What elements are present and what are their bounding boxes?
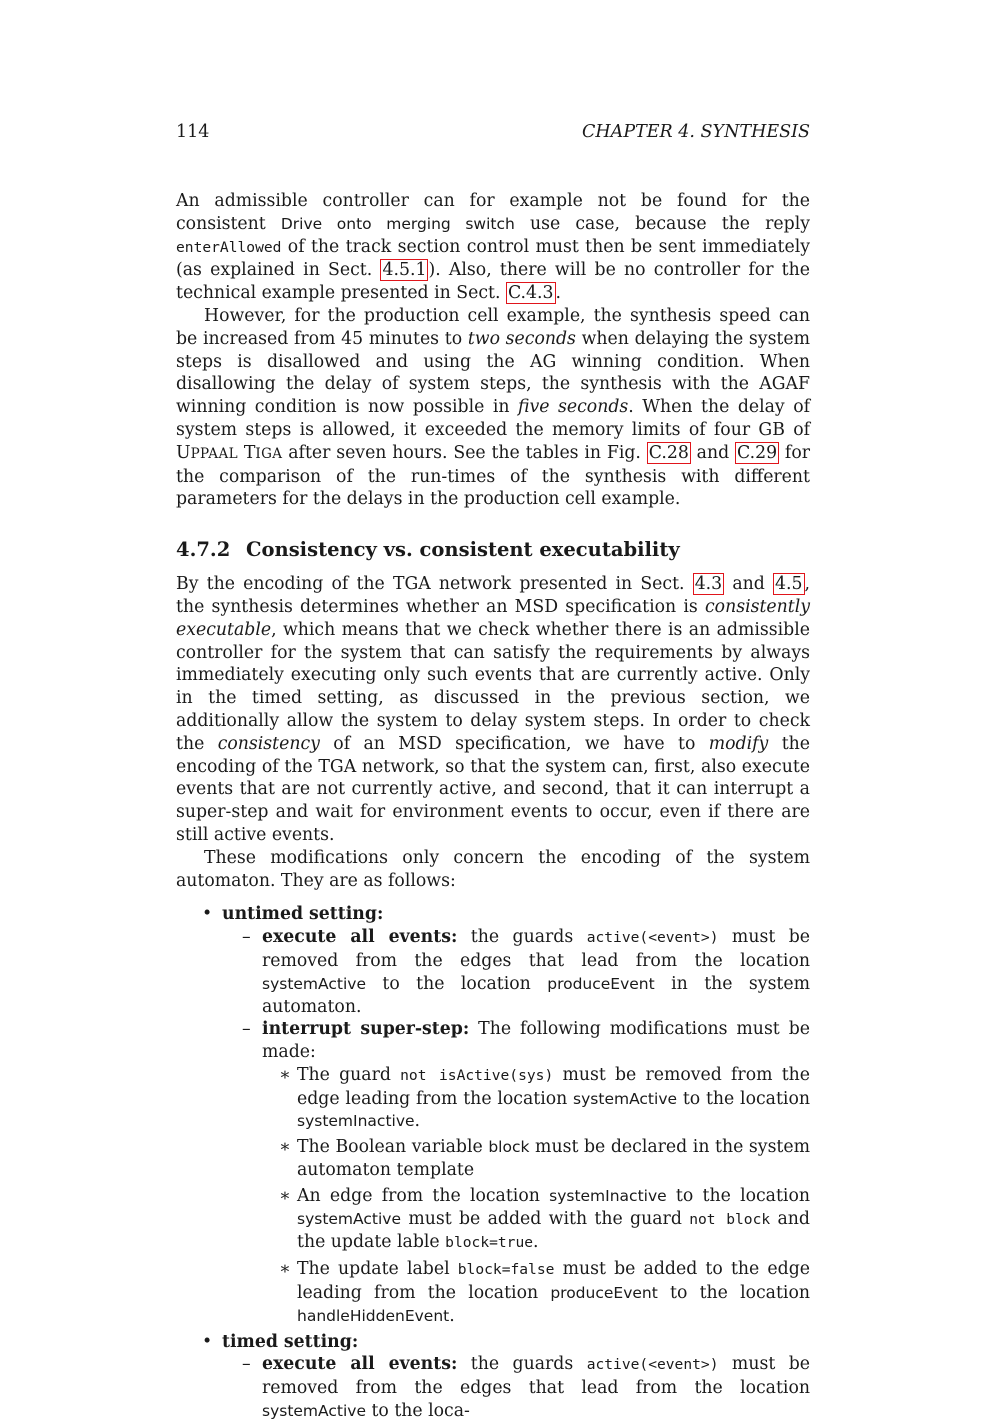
paragraph-4: These modifications only concern the encoding of the system automaton. They are as follows:: [176, 847, 810, 891]
text: when delaying the system steps is disallowed and using the AG winning condition. When disallowing the delay of system steps, the synthesis with the AGAF winning condition is now possible in: [176, 328, 810, 418]
list-item-untimed: [202, 903, 811, 1327]
dash-marker: –: [242, 1019, 251, 1040]
text: use case, because the reply: [514, 213, 811, 234]
star-marker: ∗: [279, 1137, 291, 1158]
star-marker: ∗: [279, 1259, 291, 1280]
list-item: [279, 1185, 810, 1255]
figure-ref-link[interactable]: C.29: [737, 442, 778, 463]
location-name: systemActive: [262, 1402, 366, 1421]
text: of an MSD specification, we have to: [319, 733, 709, 754]
sub-list: [222, 1353, 810, 1422]
section-number: 4.7.2: [176, 538, 231, 562]
location-name: systemActive: [573, 1089, 678, 1108]
page-number: 114: [176, 122, 210, 142]
emphasis: modify: [708, 733, 769, 754]
text: after seven hours. See the tables in Fig.: [282, 442, 647, 463]
dash-marker: –: [242, 927, 251, 948]
dash-marker: –: [242, 1354, 251, 1375]
text: of the track section control must then be sent immediately (as explained in Sect.: [176, 236, 810, 281]
message-name: enterAllowed: [176, 238, 282, 256]
emphasis: consistency: [217, 733, 320, 754]
text: to the location: [666, 1185, 810, 1206]
chapter-title: CHAPTER 4. SYNTHESIS: [582, 122, 810, 142]
section-title: Consistency vs. consistent executability: [246, 538, 680, 562]
text: The Boolean variable: [297, 1137, 489, 1158]
update-code: block=false: [457, 1261, 555, 1279]
text: The update label: [297, 1259, 458, 1280]
update-code: block=true: [445, 1234, 534, 1252]
emphasis: five seconds: [518, 397, 629, 418]
text: An admissible controller can for example not be found for the consistent: [176, 191, 810, 234]
emphasis: consistently executable: [176, 596, 810, 640]
small-caps-rest: IGA: [255, 445, 283, 462]
text: , the synthesis determines whether an MSD specification is: [176, 574, 810, 617]
item-label: timed setting:: [222, 1331, 359, 1352]
text: ). Also, there will be no controller for the technical example presented in Sect.: [176, 260, 810, 304]
text: The following modifications must be made:: [262, 1019, 810, 1063]
location-name: produceEvent: [547, 974, 655, 993]
star-marker: ∗: [279, 1064, 291, 1085]
section-ref-link[interactable]: 4.5: [775, 574, 803, 595]
paragraph-1: [176, 190, 810, 305]
list-item: [279, 1258, 810, 1327]
text: the guards: [457, 927, 587, 948]
guard-code: active(<event>): [586, 1356, 719, 1374]
small-caps-initial: U: [176, 442, 191, 463]
list-item-execute-all-events: [242, 926, 811, 1018]
star-marker: ∗: [279, 1185, 291, 1206]
tool-name: [176, 443, 282, 463]
item-label: untimed setting:: [222, 904, 384, 925]
text: to the location: [657, 1283, 810, 1304]
section-heading: [176, 537, 810, 563]
item-label: execute all events:: [262, 927, 458, 948]
text: The guard: [297, 1064, 401, 1085]
modification-list: [176, 903, 810, 1423]
item-label: execute all events:: [262, 1354, 458, 1375]
section-ref-link[interactable]: 4.5.1: [382, 260, 427, 281]
text: in the system automaton.: [262, 973, 810, 1017]
text: must be removed from the edge leading from the location: [297, 1064, 810, 1109]
location-name: handleHiddenEvent: [297, 1306, 450, 1325]
guard-code: active(<event>): [586, 929, 719, 947]
paragraph-3: [176, 573, 810, 847]
paragraph-2: [176, 305, 810, 511]
text: .: [555, 283, 562, 304]
location-name: systemActive: [262, 974, 366, 993]
text: .: [414, 1111, 421, 1132]
list-item: [279, 1064, 810, 1133]
text: must be added with the guard: [400, 1208, 690, 1229]
text: to the loca-: [365, 1401, 470, 1422]
body-text: [176, 190, 810, 1423]
figure-ref-link[interactable]: C.28: [648, 442, 689, 463]
bullet-marker: •: [202, 1331, 213, 1352]
text: to the location: [677, 1088, 810, 1109]
text: .: [449, 1305, 455, 1326]
emphasis: two seconds: [467, 328, 576, 349]
text: must be removed from the edges that lead from the location: [262, 1354, 811, 1399]
text: for the comparison of the run-times of the synthesis with different parameters for the delays in the production cell example.: [176, 442, 810, 510]
text: and: [724, 574, 774, 595]
location-name: systemInactive: [549, 1186, 667, 1205]
text: the guards: [457, 1354, 587, 1375]
location-name: systemInactive: [297, 1112, 415, 1131]
section-ref-link[interactable]: 4.3: [694, 574, 723, 595]
section-ref-link[interactable]: C.4.3: [507, 283, 554, 304]
text: and: [690, 442, 735, 463]
guard-code: not block: [689, 1210, 771, 1228]
text: the encoding of the TGA network, so that the system can, first, also execute events that are not currently active, and second, that it can interrupt a super-step and wait for environment events to occur, even if there are still active events.: [176, 733, 810, 845]
variable-name: block: [488, 1138, 530, 1157]
text: must be removed from the edges that lead from the location: [262, 927, 811, 971]
list-item: [279, 1136, 810, 1182]
text: must be declared in the system automaton template: [297, 1137, 810, 1181]
sub-list: [222, 926, 810, 1328]
sub-sub-list: [262, 1064, 810, 1328]
text: and the update lable: [297, 1208, 810, 1253]
guard-code: not isActive(sys): [400, 1066, 554, 1084]
list-item-timed: [202, 1331, 811, 1423]
text: However, for the production cell example, the synthesis speed can be increased from 45 minutes to: [176, 305, 810, 349]
bullet-marker: •: [202, 904, 213, 925]
small-caps-initial: T: [243, 442, 256, 463]
use-case-name: Drive onto merging switch: [280, 214, 515, 233]
location-name: systemActive: [297, 1209, 401, 1228]
text: . When the delay of system steps is allowed, it exceeded the memory limits of four GB of: [176, 397, 810, 440]
text: , which means that we check whether there is an admissible controller for the system that can satisfy the requirements by always immediately executing only such events that are currently active. Only in the timed setting, as discussed in the previous section, we additionally allow the system to delay system steps. In order to check the: [176, 619, 810, 754]
list-item-execute-all-events: [242, 1353, 811, 1422]
text: must be added to the edge leading from the location: [297, 1259, 810, 1304]
small-caps-rest: PPAAL: [190, 445, 238, 462]
text: By the encoding of the TGA network presented in Sect.: [176, 574, 693, 595]
text: to the location: [365, 973, 548, 994]
location-name: produceEvent: [550, 1284, 658, 1303]
text: .: [533, 1232, 539, 1253]
list-item-interrupt-super-step: [242, 1018, 810, 1327]
text: An edge from the location: [297, 1185, 550, 1206]
item-label: interrupt super-step:: [262, 1019, 470, 1040]
